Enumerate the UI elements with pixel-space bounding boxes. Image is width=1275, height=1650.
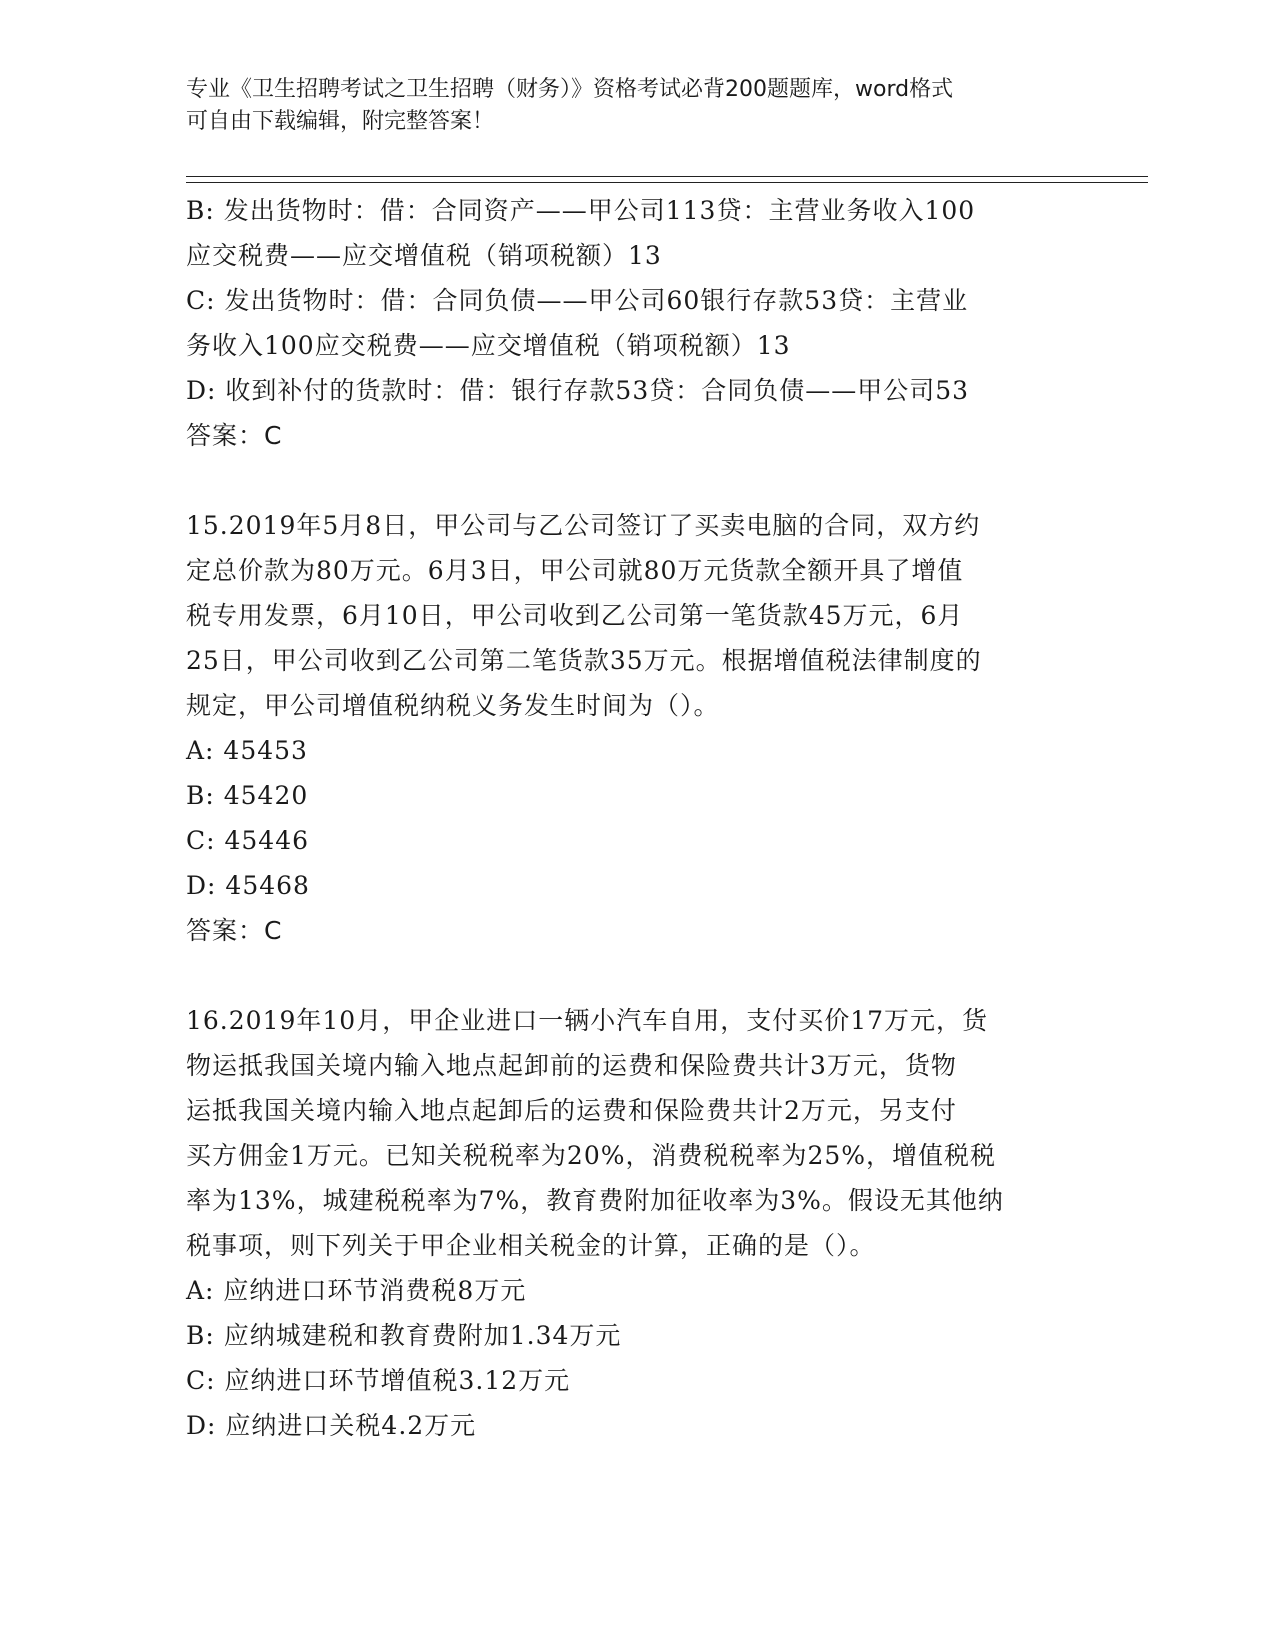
q15-stem-line-1: 15.2019年5月8日，甲公司与乙公司签订了买卖电脑的合同，双方约 — [186, 511, 981, 540]
spacer — [186, 953, 1086, 998]
q14-option-c-line-2: 务收入100应交税费——应交增值税（销项税额）13 — [186, 331, 791, 360]
q15-option-b: B: 45420 — [186, 781, 309, 810]
q14-option-b-line-2: 应交税费——应交增值税（销项税额）13 — [186, 241, 662, 270]
q16-option-a: A: 应纳进口环节消费税8万元 — [186, 1276, 527, 1305]
q15-stem-line-2: 定总价款为80万元。6月3日，甲公司就80万元货款全额开具了增值 — [186, 556, 964, 585]
q16-stem-line-5: 率为13%，城建税税率为7%，教育费附加征收率为3%。假设无其他纳 — [186, 1186, 1004, 1215]
q16-stem-line-3: 运抵我国关境内输入地点起卸后的运费和保险费共计2万元，另支付 — [186, 1096, 957, 1125]
q16-option-b: B: 应纳城建税和教育费附加1.34万元 — [186, 1321, 622, 1350]
q14-answer: 答案：C — [186, 421, 283, 450]
q15-option-a: A: 45453 — [186, 736, 308, 765]
question-content — [186, 188, 1086, 1448]
header-title-line-1: 专业《卫生招聘考试之卫生招聘（财务）》资格考试必背200题题库，word格式 — [186, 77, 954, 102]
spacer — [186, 458, 1086, 503]
q15-answer: 答案：C — [186, 916, 283, 945]
header-title-line-2: 可自由下载编辑，附完整答案！ — [186, 109, 495, 134]
q16-stem-line-6: 税事项，则下列关于甲企业相关税金的计算，正确的是（）。 — [186, 1231, 876, 1260]
q14-option-c-line-1: C: 发出货物时：借：合同负债——甲公司60银行存款53贷：主营业 — [186, 286, 969, 315]
q15-stem-line-4: 25日，甲公司收到乙公司第二笔货款35万元。根据增值税法律制度的 — [186, 646, 982, 675]
q16-stem-line-1: 16.2019年10月，甲企业进口一辆小汽车自用，支付买价17万元，货 — [186, 1006, 989, 1035]
q15-stem-line-5: 规定，甲公司增值税纳税义务发生时间为（）。 — [186, 691, 720, 720]
q15-option-d: D: 45468 — [186, 871, 310, 900]
q16-stem-line-2: 物运抵我国关境内输入地点起卸前的运费和保险费共计3万元，货物 — [186, 1051, 957, 1080]
header-divider-top — [186, 176, 1148, 177]
q16-stem-line-4: 买方佣金1万元。已知关税税率为20%，消费税税率为25%，增值税税 — [186, 1141, 997, 1170]
q15-option-c: C: 45446 — [186, 826, 310, 855]
q15-stem-line-3: 税专用发票，6月10日，甲公司收到乙公司第一笔货款45万元，6月 — [186, 601, 964, 630]
q16-option-c: C: 应纳进口环节增值税3.12万元 — [186, 1366, 571, 1395]
document-header — [186, 74, 1066, 138]
q14-option-d: D: 收到补付的货款时：借：银行存款53贷：合同负债——甲公司53 — [186, 376, 970, 405]
header-divider-bottom — [186, 182, 1148, 183]
q14-option-b-line-1: B: 发出货物时：借：合同资产——甲公司113贷：主营业务收入100 — [186, 196, 976, 225]
q16-option-d: D: 应纳进口关税4.2万元 — [186, 1411, 477, 1440]
